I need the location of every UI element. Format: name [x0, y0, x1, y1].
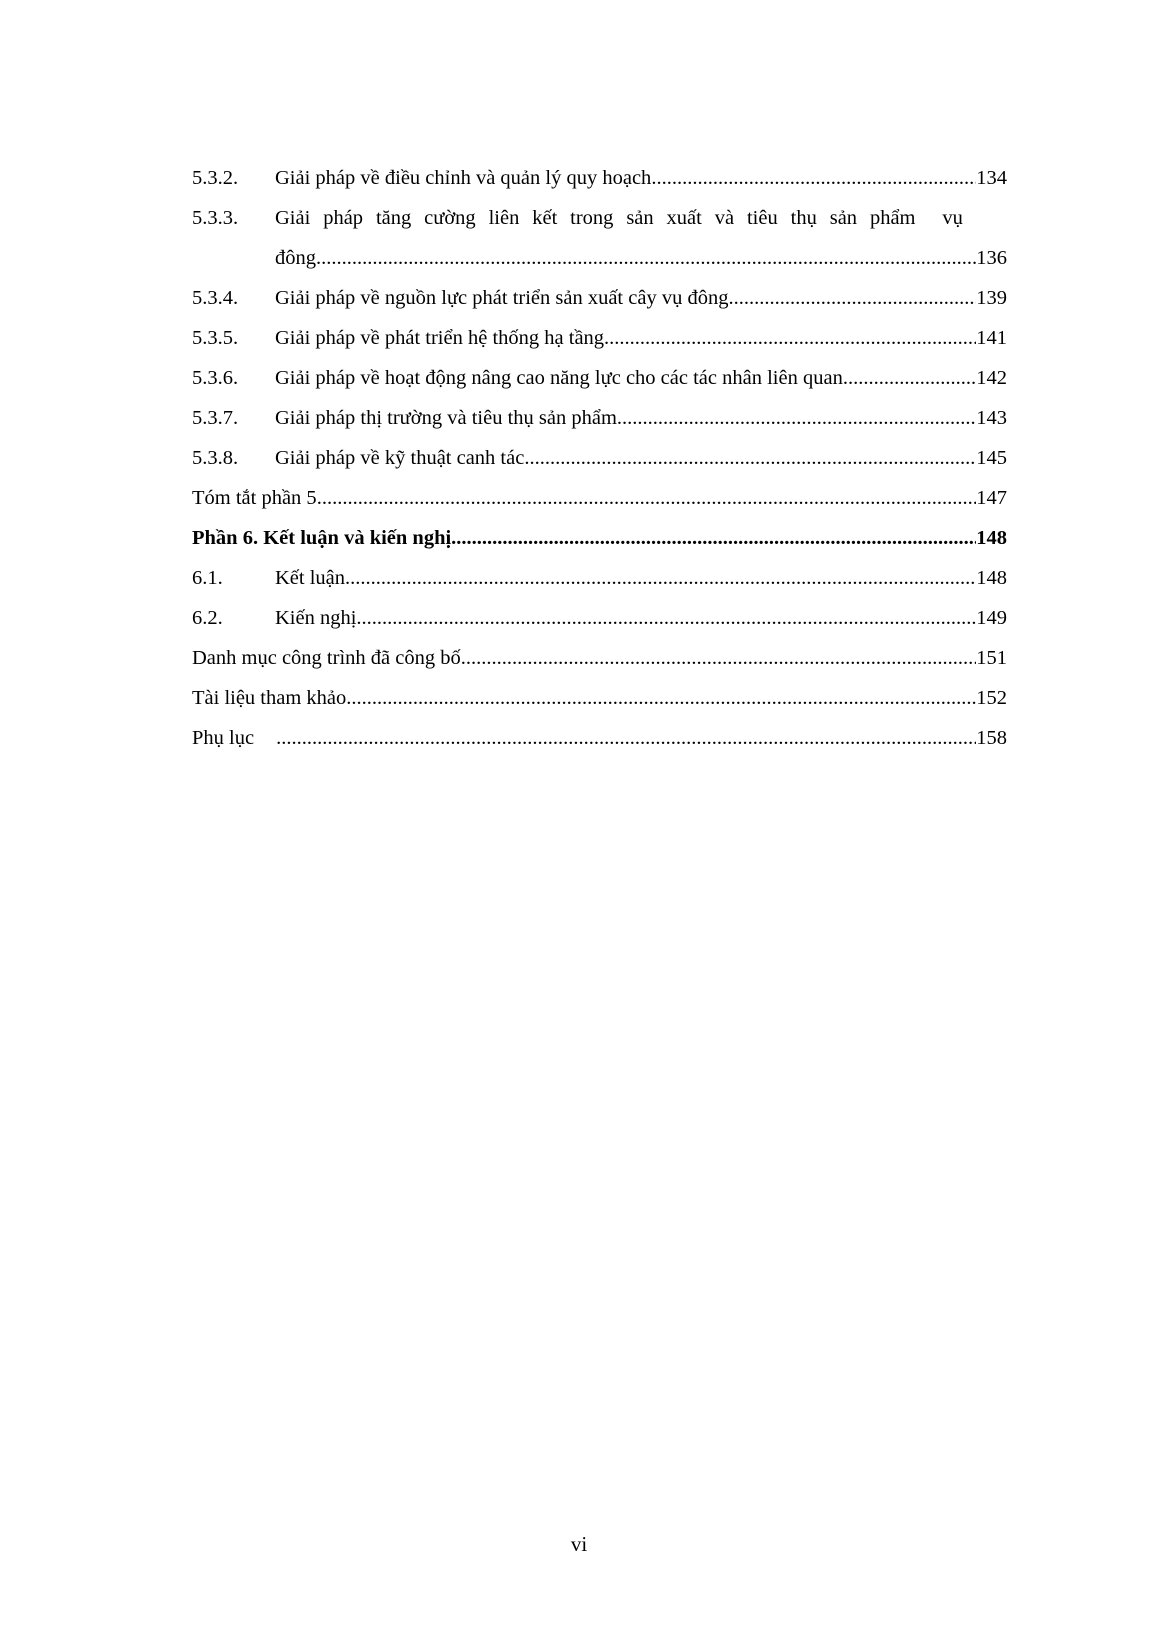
dot-leader: [345, 558, 976, 598]
toc-entry-number: 5.3.5.: [192, 327, 239, 349]
word: kết: [532, 207, 558, 229]
toc-entry-page: 142: [976, 367, 1007, 389]
toc-entry-title-line2: đông: [275, 247, 316, 269]
toc-entry-number: 5.3.8.: [192, 447, 239, 469]
toc-entry-number: 5.3.7.: [192, 407, 239, 429]
dot-leader: [276, 718, 976, 758]
dot-leader: [524, 438, 976, 478]
toc-entry-page: 148: [976, 567, 1007, 589]
toc-entry[interactable]: [192, 158, 1007, 198]
dot-leader: [617, 398, 976, 438]
toc-entry[interactable]: [192, 478, 1007, 518]
toc-entry-number: 6.2.: [192, 607, 223, 629]
toc-entry-page: 136: [976, 247, 1007, 269]
toc-entry[interactable]: [192, 278, 1007, 318]
word: pháp: [323, 207, 364, 229]
toc-entry-page: 141: [976, 327, 1007, 349]
toc-entry[interactable]: [192, 638, 1007, 678]
toc-entry[interactable]: [192, 198, 1007, 238]
toc-entry[interactable]: [192, 718, 1007, 758]
word: Giải: [275, 207, 311, 229]
page-number: vi: [570, 1532, 588, 1556]
toc-entry[interactable]: [192, 358, 1007, 398]
toc-entry[interactable]: [192, 678, 1007, 718]
toc-entry[interactable]: [192, 398, 1007, 438]
toc-entry[interactable]: [192, 598, 1007, 638]
toc-entry-title-line1: [275, 198, 1007, 238]
toc-entry-page: 149: [976, 607, 1007, 629]
dot-leader: [356, 598, 976, 638]
toc-entry-number: 5.3.6.: [192, 367, 239, 389]
toc-entry-title: Giải pháp thị trường và tiêu thụ sản phẩm: [275, 407, 617, 429]
toc-entry[interactable]: [192, 558, 1007, 598]
word: sản: [829, 207, 858, 229]
toc-entry-title: Phụ lục: [192, 727, 255, 749]
toc-entry-page: 158: [976, 727, 1007, 749]
toc-entry-page: 148: [976, 527, 1007, 549]
word: liên: [488, 207, 520, 229]
word: thụ: [790, 207, 817, 229]
word: xuất: [666, 207, 702, 229]
word: và: [714, 207, 735, 229]
toc-entry-title: Giải pháp về nguồn lực phát triển sản xuất cây vụ đông: [275, 287, 729, 309]
dot-leader: [843, 358, 976, 398]
word: tăng: [375, 207, 412, 229]
word: tiêu: [746, 207, 778, 229]
toc-entry-title: Giải pháp về điều chỉnh và quản lý quy hoạch: [275, 167, 652, 189]
toc-entry-title: Kết luận: [275, 567, 346, 589]
toc-entry-page: 152: [976, 687, 1007, 709]
toc-entry[interactable]: [192, 438, 1007, 478]
toc-entry-title: Giải pháp về kỹ thuật canh tác: [275, 447, 525, 469]
dot-leader: [346, 678, 976, 718]
dot-leader: [604, 318, 976, 358]
toc-entry-title: Danh mục công trình đã công bố: [192, 647, 461, 669]
toc-entry-page: 139: [976, 287, 1007, 309]
toc-entry-title: Kiến nghị: [275, 607, 357, 629]
toc-entry-page: 145: [976, 447, 1007, 469]
toc-entry-page: 147: [976, 487, 1007, 509]
toc-entry-chapter[interactable]: [192, 518, 1007, 558]
toc-entry[interactable]: [192, 318, 1007, 358]
dot-leader: [451, 518, 976, 558]
word: sản: [626, 207, 654, 229]
toc-entry-page: 143: [976, 407, 1007, 429]
dot-leader: [316, 238, 976, 278]
toc-entry-title: Phần 6. Kết luận và kiến nghị: [192, 527, 452, 549]
dot-leader: [317, 478, 977, 518]
dot-leader: [728, 278, 976, 318]
toc-entry-number: 5.3.3.: [192, 207, 239, 229]
toc-entry-title: Tài liệu tham khảo: [192, 687, 347, 709]
toc-entry-title: Tóm tắt phần 5: [192, 487, 317, 509]
word: vụ: [942, 207, 963, 229]
word: cường: [424, 207, 476, 229]
toc-entry-page: 134: [976, 167, 1007, 189]
toc-entry-title: Giải pháp về phát triển hệ thống hạ tầng: [275, 327, 605, 349]
dot-leader: [461, 638, 977, 678]
toc-entry-number: 6.1.: [192, 567, 223, 589]
toc-entry-page: 151: [976, 647, 1007, 669]
word: trong: [570, 207, 614, 229]
table-of-contents: [192, 158, 1007, 758]
toc-entry-continuation[interactable]: [192, 238, 1007, 278]
toc-entry-number: 5.3.2.: [192, 167, 239, 189]
toc-entry-number: 5.3.4.: [192, 287, 239, 309]
dot-leader: [651, 158, 976, 198]
toc-entry-title: Giải pháp về hoạt động nâng cao năng lực cho các tác nhân liên quan: [275, 367, 843, 389]
word: phẩm: [869, 207, 916, 229]
